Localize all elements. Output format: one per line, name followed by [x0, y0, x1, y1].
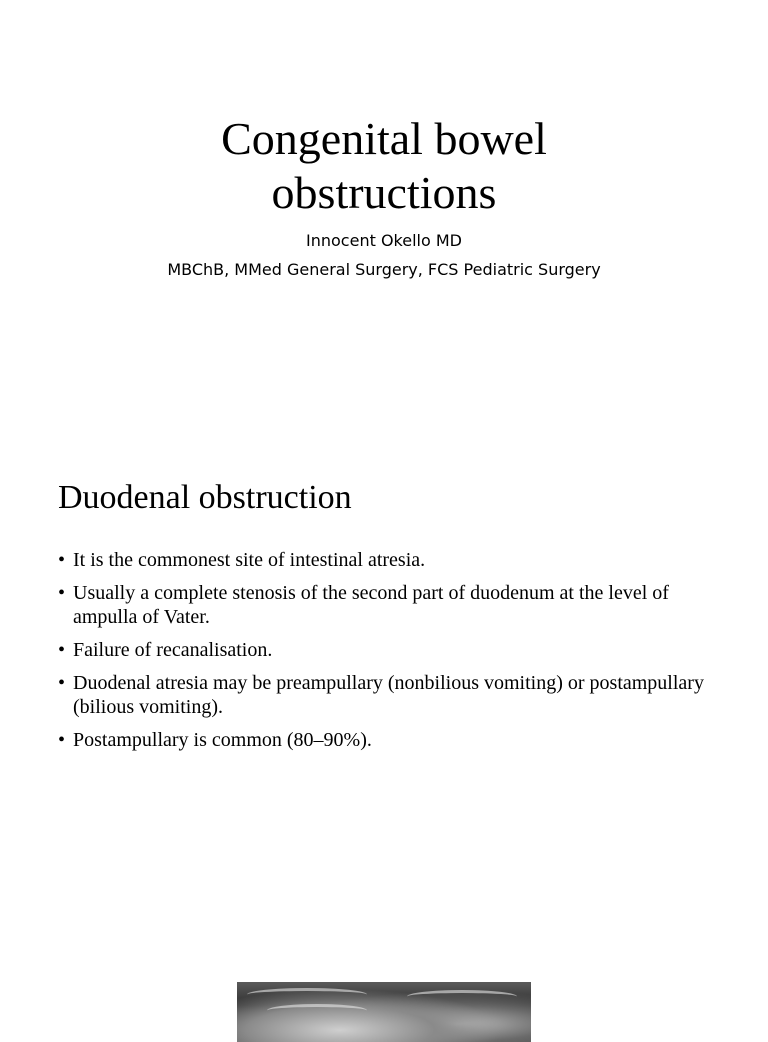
- section-title: Duodenal obstruction: [58, 479, 352, 516]
- bullet-marker: •: [58, 582, 66, 604]
- bullet-marker: •: [58, 549, 66, 571]
- xray-rib-shadow: [247, 988, 367, 1001]
- author-name: Innocent Okello MD: [306, 231, 462, 250]
- slide-title-line-1: Congenital bowel: [221, 113, 547, 164]
- bullet-item: [58, 671, 718, 719]
- slide-title-line-2: obstructions: [271, 167, 497, 218]
- bullet-marker: •: [58, 639, 66, 661]
- bullet-item: [58, 728, 718, 752]
- bullet-text: Failure of recanalisation.: [73, 639, 273, 661]
- bullet-text: Duodenal atresia may be preampullary (nonbilious vomiting) or postampullary (bilious vomiting).: [73, 672, 704, 718]
- xray-image: [237, 982, 531, 1042]
- bullet-marker: •: [58, 729, 66, 751]
- slide-title: [0, 112, 768, 220]
- bullet-text: It is the commonest site of intestinal atresia.: [73, 549, 426, 571]
- author-credentials: MBChB, MMed General Surgery, FCS Pediatric Surgery: [167, 260, 601, 279]
- xray-rib-shadow: [267, 1004, 367, 1017]
- bullet-item: [58, 548, 718, 572]
- bullet-list: [58, 548, 718, 761]
- bullet-text: Postampullary is common (80–90%).: [73, 729, 372, 751]
- bullet-marker: •: [58, 672, 66, 694]
- bullet-item: [58, 638, 718, 662]
- bullet-item: [58, 581, 718, 629]
- xray-rib-shadow: [407, 990, 517, 1003]
- bullet-text: Usually a complete stenosis of the second part of duodenum at the level of ampulla of Vater.: [73, 582, 669, 628]
